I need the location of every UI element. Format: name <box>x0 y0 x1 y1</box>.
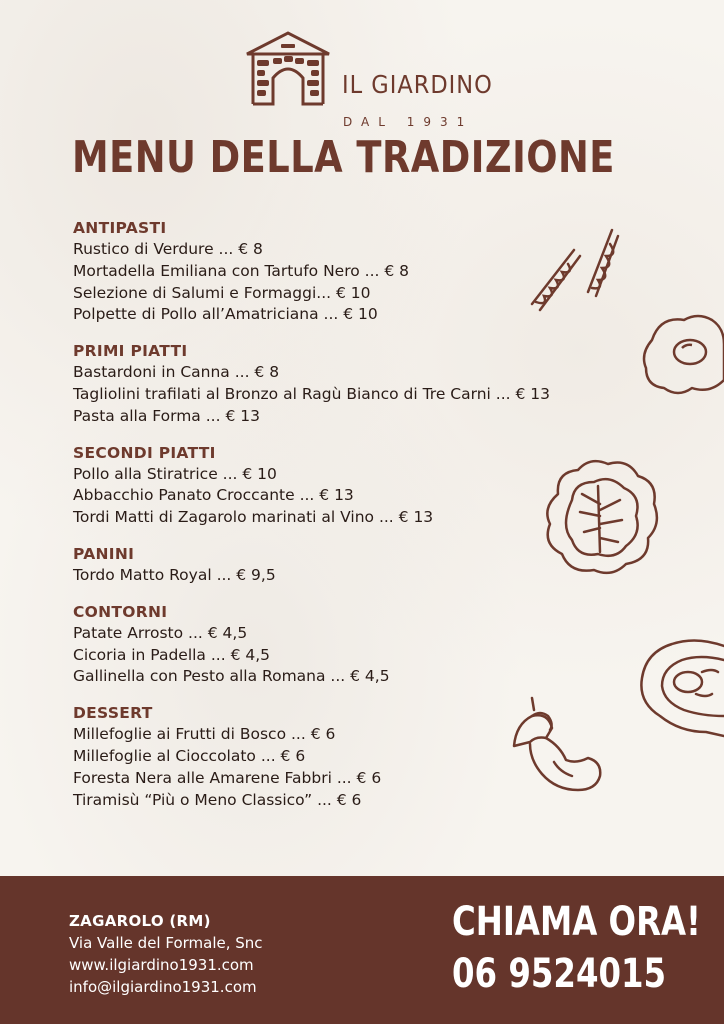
menu-item: Tordo Matto Royal ... € 9,5 <box>73 565 276 584</box>
section-heading: PRIMI PIATTI <box>73 342 188 361</box>
location-town: ZAGAROLO (RM) <box>69 912 211 930</box>
call-to-action <box>452 899 724 997</box>
menu-item: Pollo alla Stiratrice ... € 10 <box>73 464 277 483</box>
menu-title: MENU DELLA TRADIZIONE <box>72 132 615 183</box>
email-link[interactable]: info@ilgiardino1931.com <box>69 978 257 996</box>
menu-item: Tagliolini trafilati al Bronzo al Ragù Bianco di Tre Carni ... € 13 <box>73 384 550 403</box>
address: Via Valle del Formale, Snc <box>69 934 263 952</box>
contact-info <box>69 910 263 998</box>
steak-icon <box>636 636 724 748</box>
menu-item: Gallinella con Pesto alla Romana ... € 4,5 <box>73 667 390 686</box>
section-heading: PANINI <box>73 544 135 563</box>
menu-item: Foresta Nera alle Amarene Fabbri ... € 6 <box>73 768 382 787</box>
brand-name: IL GIARDINO <box>342 70 493 99</box>
eggplant-icon <box>506 694 606 794</box>
website-link[interactable]: www.ilgiardino1931.com <box>69 956 254 974</box>
section-heading: CONTORNI <box>73 602 168 621</box>
menu-item: Millefoglie ai Frutti di Bosco ... € 6 <box>73 725 336 744</box>
menu-item: Millefoglie al Cioccolato ... € 6 <box>73 746 306 765</box>
menu-item: Selezione di Salumi e Formaggi... € 10 <box>73 283 371 302</box>
menu-item: Cicoria in Padella ... € 4,5 <box>73 645 271 664</box>
section-heading: SECONDI PIATTI <box>73 443 216 462</box>
section-primi-piatti <box>73 341 673 427</box>
pasta-icon <box>522 222 622 314</box>
cabbage-icon <box>538 454 664 580</box>
brand-header <box>243 28 503 129</box>
menu-item: Rustico di Verdure ... € 8 <box>73 240 263 258</box>
menu-item: Pasta alla Forma ... € 13 <box>73 406 260 425</box>
section-contorni <box>73 602 673 688</box>
menu-item: Mortadella Emiliana con Tartufo Nero ... € 8 <box>73 261 410 280</box>
fried-egg-icon <box>640 310 724 398</box>
menu-item: Patate Arrosto ... € 4,5 <box>73 623 248 642</box>
cta-label: CHIAMA ORA! <box>452 899 701 945</box>
menu-item: Tordi Matti di Zagarolo marinati al Vino ... € 13 <box>73 508 434 527</box>
menu-item: Polpette di Pollo all’Amatriciana ... € 10 <box>73 305 378 324</box>
section-heading: ANTIPASTI <box>73 219 167 237</box>
phone-number[interactable]: 06 9524015 <box>452 951 667 997</box>
menu-item: Tiramisù “Più o Meno Classico” ... € 6 <box>73 790 362 809</box>
menu-item: Abbacchio Panato Croccante ... € 13 <box>73 486 354 505</box>
arch-logo-icon <box>243 30 333 108</box>
menu-item: Bastardoni in Canna ... € 8 <box>73 363 280 382</box>
brand-tagline: DAL 1931 <box>343 115 474 129</box>
section-heading: DESSERT <box>73 704 153 723</box>
footer-bar <box>0 876 724 1024</box>
